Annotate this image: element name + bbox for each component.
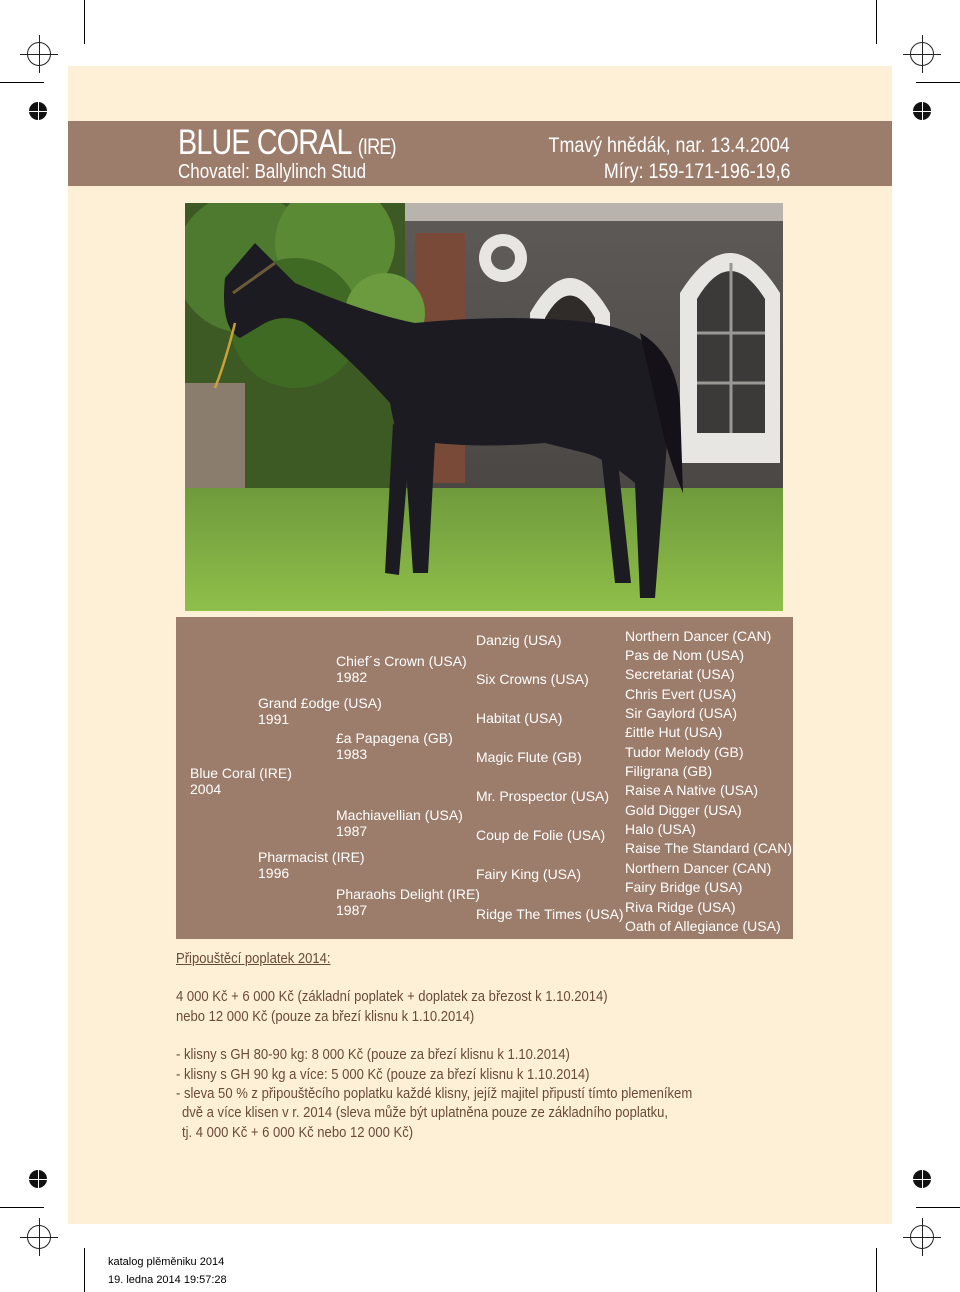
crop-mark [916,82,960,83]
registration-mark-icon [27,42,51,66]
pedigree-gen5: Secretariat (USA) [625,666,735,682]
horse-name: BLUE CORAL (IRE) [178,123,396,162]
crop-mark [876,1248,877,1292]
coat-and-birth: Tmavý hnědák, nar. 13.4.2004 [548,134,790,157]
registration-mark-icon [910,42,934,66]
pedigree-gen5: £ittle Hut (USA) [625,724,723,740]
pedigree-horse: Blue Coral (IRE) [190,765,292,781]
print-slug-file: katalog plěměniku 2014 [108,1256,225,1268]
fee-line: nebo 12 000 Kč (pouze za březí klisnu k 1.10.2014) [176,1009,475,1025]
pedigree-gen3: Chief´s Crown (USA) [336,653,467,669]
pedigree-gen5: Gold Digger (USA) [625,802,742,818]
fee-bullet-continued: dvě a více klisen v r. 2014 (sleva může být uplatněna pouze ze základního poplatku, [182,1105,669,1121]
pedigree-gen5: Riva Ridge (USA) [625,899,736,915]
pedigree-gen3: Pharaohs Delight (IRE) [336,886,480,902]
registration-dot-icon [913,1170,931,1188]
pedigree-gen4: Magic Flute (GB) [476,749,582,765]
registration-mark-icon [910,1225,934,1249]
crop-mark [84,0,85,44]
pedigree-gen4: Fairy King (USA) [476,866,582,882]
registration-dot-icon [29,1170,47,1188]
crop-mark [0,1207,44,1208]
fee-bullet: - klisny s GH 90 kg a více: 5 000 Kč (pouze za březí klisnu k 1.10.2014) [176,1067,590,1083]
pedigree-gen5: Oath of Allegiance (USA) [625,918,781,934]
pedigree-sire-year: 1991 [258,711,290,727]
pedigree-horse-year: 2004 [190,781,222,797]
pedigree-gen4: Six Crowns (USA) [476,671,589,687]
measurements: Míry: 159-171-196-19,6 [603,160,790,183]
pedigree-sire: Grand £odge (USA) [258,695,382,711]
pedigree-gen5: Northern Dancer (CAN) [625,628,772,644]
fee-line: 4 000 Kč + 6 000 Kč (základní poplatek + doplatek za březost k 1.10.2014) [176,989,608,1005]
crop-mark [916,1207,960,1208]
pedigree-gen5: Northern Dancer (CAN) [625,860,772,876]
pedigree-gen4: Mr. Prospector (USA) [476,788,610,804]
pedigree-gen4: Ridge The Times (USA) [476,906,624,922]
registration-dot-icon [913,102,931,120]
pedigree-gen5: Fairy Bridge (USA) [625,879,743,895]
pedigree-gen3-year: 1987 [336,902,368,918]
pedigree-gen4: Danzig (USA) [476,632,562,648]
pedigree-gen4: Coup de Folie (USA) [476,827,606,843]
pedigree-gen5: Filigrana (GB) [625,763,713,779]
pedigree-gen5: Sir Gaylord (USA) [625,705,738,721]
pedigree-dam-year: 1996 [258,865,290,881]
pedigree-gen5: Halo (USA) [625,821,696,837]
pedigree-gen3-year: 1983 [336,746,368,762]
registration-dot-icon [29,102,47,120]
horse-photo [185,203,783,611]
pedigree-gen5: Tudor Melody (GB) [625,744,744,760]
crop-mark [0,82,44,83]
pedigree-gen5: Raise The Standard (CAN) [625,840,793,856]
fee-bullet: - sleva 50 % z připouštěcího poplatku každé klisny, jejíž majitel připustí tímto plemeníkem [176,1086,693,1102]
fee-bullet-continued: tj. 4 000 Kč + 6 000 Kč nebo 12 000 Kč) [182,1125,414,1141]
crop-mark [876,0,877,44]
pedigree-gen5: Raise A Native (USA) [625,782,759,798]
registration-mark-icon [27,1225,51,1249]
pedigree-dam: Pharmacist (IRE) [258,849,365,865]
horse-origin: (IRE) [357,134,396,159]
pedigree-gen3: £a Papagena (GB) [336,730,453,746]
print-slug-date: 19. ledna 2014 19:57:28 [108,1274,227,1286]
pedigree-gen5: Chris Evert (USA) [625,686,737,702]
pedigree-gen4: Habitat (USA) [476,710,563,726]
fee-bullet: - klisny s GH 80-90 kg: 8 000 Kč (pouze za březí klisnu k 1.10.2014) [176,1047,570,1063]
title-band [68,121,892,186]
crop-mark [84,1248,85,1292]
pedigree-gen5: Pas de Nom (USA) [625,647,745,663]
fee-title: Připouštěcí poplatek 2014: [176,951,331,967]
breeder: Chovatel: Ballylinch Stud [178,161,367,183]
pedigree-gen3-year: 1982 [336,669,368,685]
pedigree-table [176,617,793,939]
pedigree-gen3: Machiavellian (USA) [336,807,463,823]
pedigree-gen3-year: 1987 [336,823,368,839]
